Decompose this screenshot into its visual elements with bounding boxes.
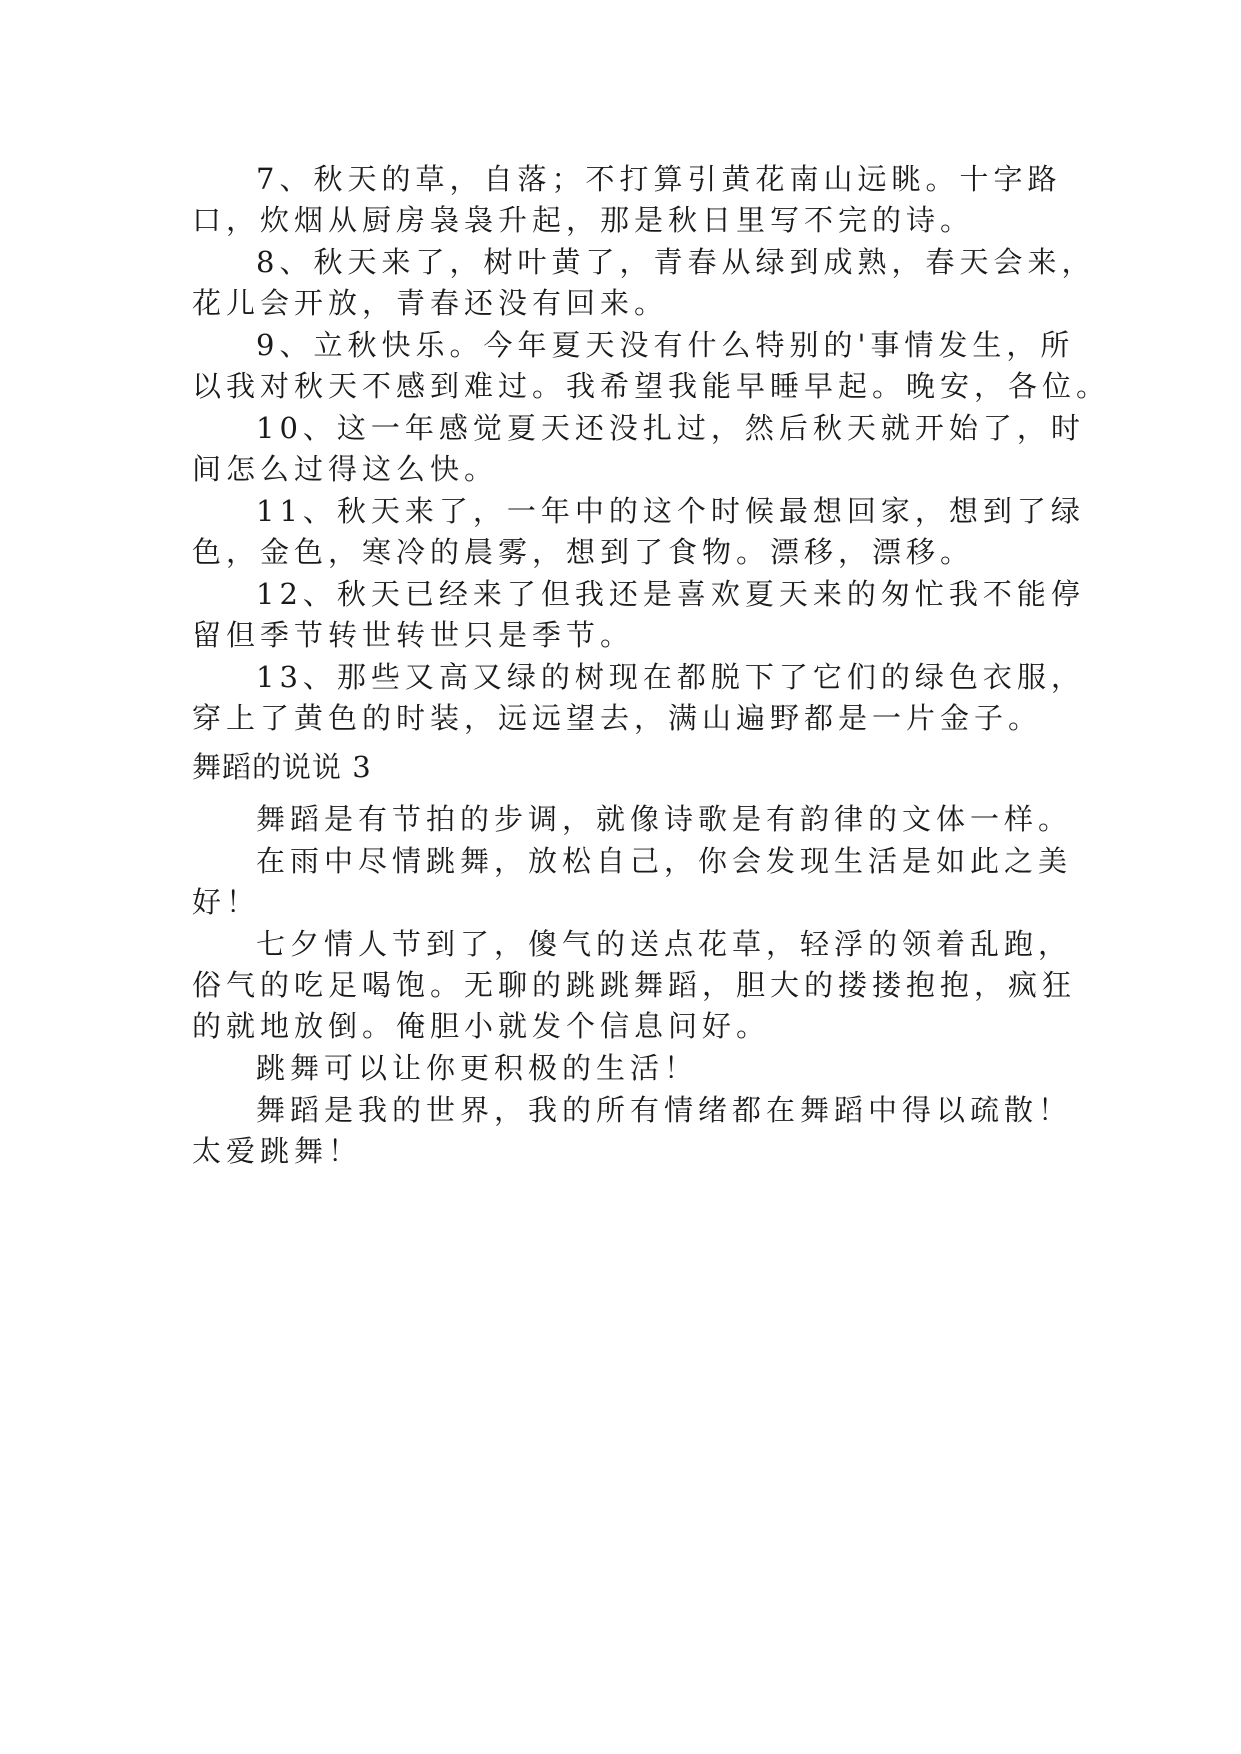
paragraph-line: 太爱跳舞！: [192, 1134, 363, 1168]
paragraph-line: 13、那些又高又绿的树现在都脱下了它们的绿色衣服，: [256, 660, 1085, 694]
paragraph-11: [192, 489, 1085, 571]
dance-paragraph-4: [192, 1046, 1054, 1087]
paragraph-8: [192, 240, 1096, 322]
paragraph-line: 以我对秋天不感到难过。我希望我能早睡早起。晚安，各位。: [192, 369, 1111, 403]
paragraph-line: 跳舞可以让你更积极的生活！: [256, 1051, 699, 1085]
paragraph-line: 间怎么过得这么快。: [192, 452, 499, 486]
dance-paragraph-3: [192, 922, 1077, 1045]
paragraph-line: 花儿会开放，青春还没有回来。: [192, 286, 669, 320]
paragraph-9: [192, 323, 1111, 405]
paragraph-line: 7、秋天的草，自落；不打算引黄花南山远眺。十字路: [256, 162, 1062, 196]
paragraph-line: 的就地放倒。俺胆小就发个信息问好。: [192, 1009, 771, 1043]
paragraph-12: [192, 572, 1085, 654]
dance-paragraph-2: [192, 839, 1073, 921]
paragraph-line: 9、立秋快乐。今年夏天没有什么特别的'事情发生，所: [256, 328, 1075, 362]
dance-paragraph-5: [192, 1088, 1073, 1170]
paragraph-line: 七夕情人节到了，傻气的送点花草，轻浮的领着乱跑，: [256, 927, 1073, 961]
paragraph-7: [192, 157, 1062, 239]
paragraph-line: 12、秋天已经来了但我还是喜欢夏天来的匆忙我不能停: [256, 577, 1085, 611]
paragraph-line: 11、秋天来了，一年中的这个时候最想回家，想到了绿: [256, 494, 1085, 528]
paragraph-line: 舞蹈是有节拍的步调，就像诗歌是有韵律的文体一样。: [256, 802, 1073, 836]
paragraph-line: 口，炊烟从厨房袅袅升起，那是秋日里写不完的诗。: [192, 203, 975, 237]
paragraph-line: 8、秋天来了，树叶黄了，青春从绿到成熟，春天会来，: [256, 245, 1096, 279]
paragraph-line: 10、这一年感觉夏天还没扎过，然后秋天就开始了，时: [256, 411, 1085, 445]
paragraph-line: 色，金色，寒冷的晨雾，想到了食物。漂移，漂移。: [192, 535, 975, 569]
paragraph-line: 俗气的吃足喝饱。无聊的跳跳舞蹈，胆大的搂搂抱抱，疯狂: [192, 968, 1077, 1002]
paragraph-line: 好！: [192, 885, 261, 919]
paragraph-line: 舞蹈是我的世界，我的所有情绪都在舞蹈中得以疏散！: [256, 1093, 1073, 1127]
paragraph-line: 在雨中尽情跳舞，放松自己，你会发现生活是如此之美: [256, 844, 1073, 878]
dance-paragraph-1: [192, 797, 1073, 838]
paragraph-10: [192, 406, 1085, 488]
paragraph-13: [192, 655, 1085, 737]
section-heading: 舞蹈的说说 3: [192, 750, 372, 784]
paragraph-line: 穿上了黄色的时装，远远望去，满山遍野都是一片金子。: [192, 701, 1043, 735]
document-body: [192, 157, 1111, 1171]
paragraph-line: 留但季节转世转世只是季节。: [192, 618, 635, 652]
